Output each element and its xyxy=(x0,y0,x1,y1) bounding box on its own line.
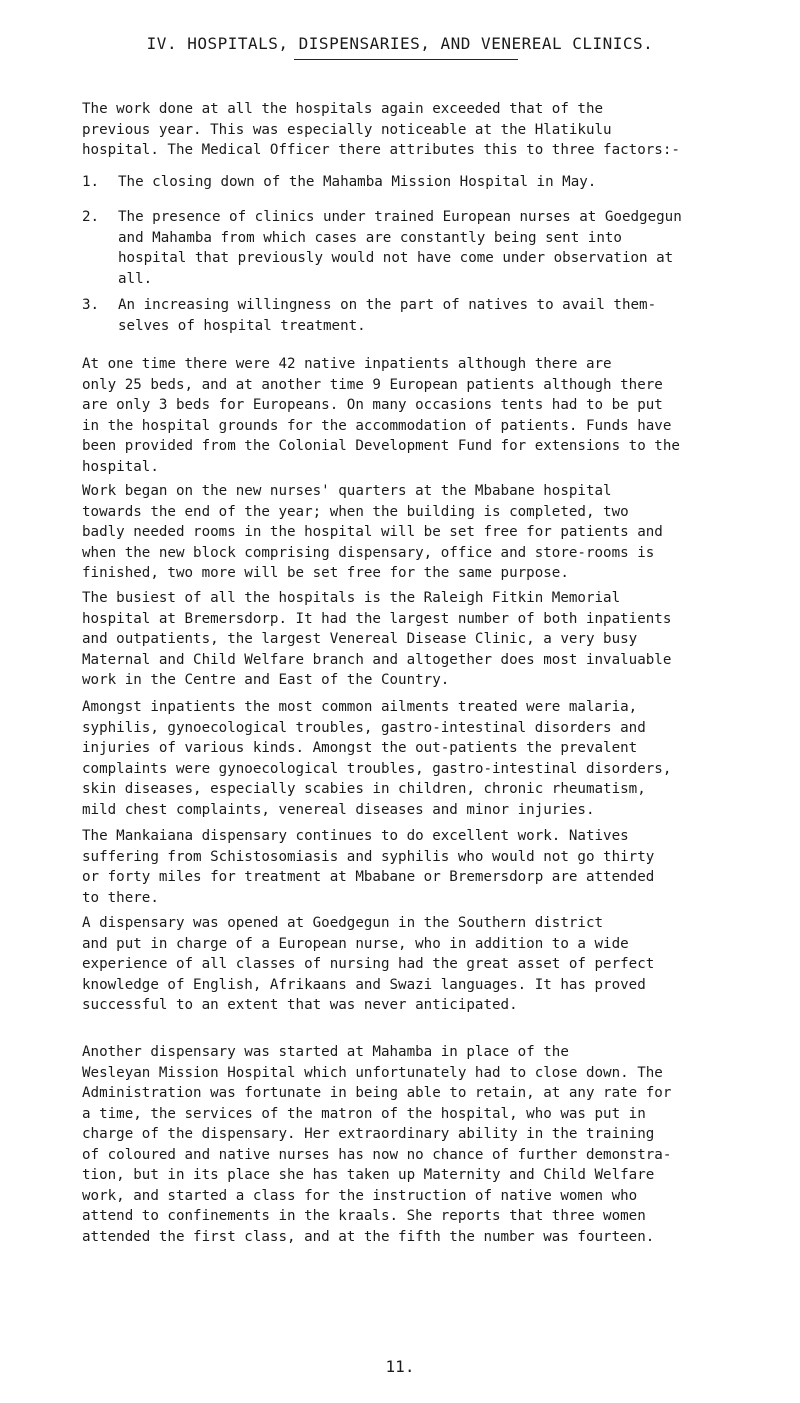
paragraph-ailments: Amongst inpatients the most common ailments treated were malaria, syphilis, gynoecological troubles, gastro-intestinal disorders and injuries of various kinds. Amongst the out-patients the prevalent complaints were gynoecological troubles, gastro-intestinal disorders, skin diseases, especially scabies in children, chronic rheumatism, mild chest complaints, venereal diseases and minor injuries. xyxy=(82,699,672,818)
paragraph-raleigh-fitkin: The busiest of all the hospitals is the Raleigh Fitkin Memorial hospital at Bremersdorp. It had the largest number of both inpatients and outpatients, the largest Venereal Disease Clinic, a very busy Maternal and Child Welfare branch and altogether does most invaluable work in the Centre and East of the Country. xyxy=(82,590,672,688)
heading-underline xyxy=(294,59,518,60)
factor-text: The presence of clinics under trained European nurses at Goedgegun and Mahamba from which cases are constantly being sent into hospital that previously would not have come under observation at all. xyxy=(118,209,682,287)
page-number: 11. xyxy=(385,1357,415,1376)
intro-paragraph: The work done at all the hospitals again exceeded that of the previous year. This was especially noticeable at the Hlatikulu hospital. The Medical Officer there attributes this to three factors:- xyxy=(82,101,680,158)
paragraph-mahamba: Another dispensary was started at Mahamba in place of the Wesleyan Mission Hospital which unfortunately had to close down. The Administration was fortunate in being able to retain, at any rate for a time, the services of the matron of the hospital, who was put in charge of the dispensary. Her extraordinary ability in the training of coloured and native nurses has now no chance of further demonstra- tion, but in its place she has taken up Maternity and Child Welfare work, and started a class for the instruction of native women who attend to confinements in the kraals. She reports that three women attended the first class, and at the fifth the number was fourteen. xyxy=(82,1044,672,1245)
factor-number: 2. xyxy=(82,209,100,225)
factor-text: An increasing willingness on the part of natives to avail them- selves of hospital treatment. xyxy=(118,297,657,334)
factor-number: 3. xyxy=(82,297,100,313)
factor-number: 1. xyxy=(82,174,100,190)
factor-text: The closing down of the Mahamba Mission Hospital in May. xyxy=(118,174,597,190)
paragraph-mankaiana: The Mankaiana dispensary continues to do excellent work. Natives suffering from Schistosomiasis and syphilis who would not go thirty or forty miles for treatment at Mbabane or Bremersdorp are attended to there. xyxy=(82,828,655,906)
section-heading: IV. HOSPITALS, DISPENSARIES, AND VENEREAL CLINICS. xyxy=(146,34,654,53)
paragraph-nurses-quarters: Work began on the new nurses' quarters at the Mbabane hospital towards the end of the year; when the building is completed, two badly needed rooms in the hospital will be set free for patients and when the new block comprising dispensary, office and store-rooms is finished, two more will be set free for the same purpose. xyxy=(82,483,663,581)
paragraph-inpatients: At one time there were 42 native inpatients although there are only 25 beds, and at another time 9 European patients although there are only 3 beds for Europeans. On many occasions tents had to be put in the hospital grounds for the accommodation of patients. Funds have been provided from the Colonial Development Fund for extensions to the hospital. xyxy=(82,356,680,475)
paragraph-goedgegun: A dispensary was opened at Goedgegun in the Southern district and put in charge of a European nurse, who in addition to a wide experience of all classes of nursing had the great asset of perfect knowledge of English, Afrikaans and Swazi languages. It has proved successful to an extent that was never anticipated. xyxy=(82,915,655,1013)
